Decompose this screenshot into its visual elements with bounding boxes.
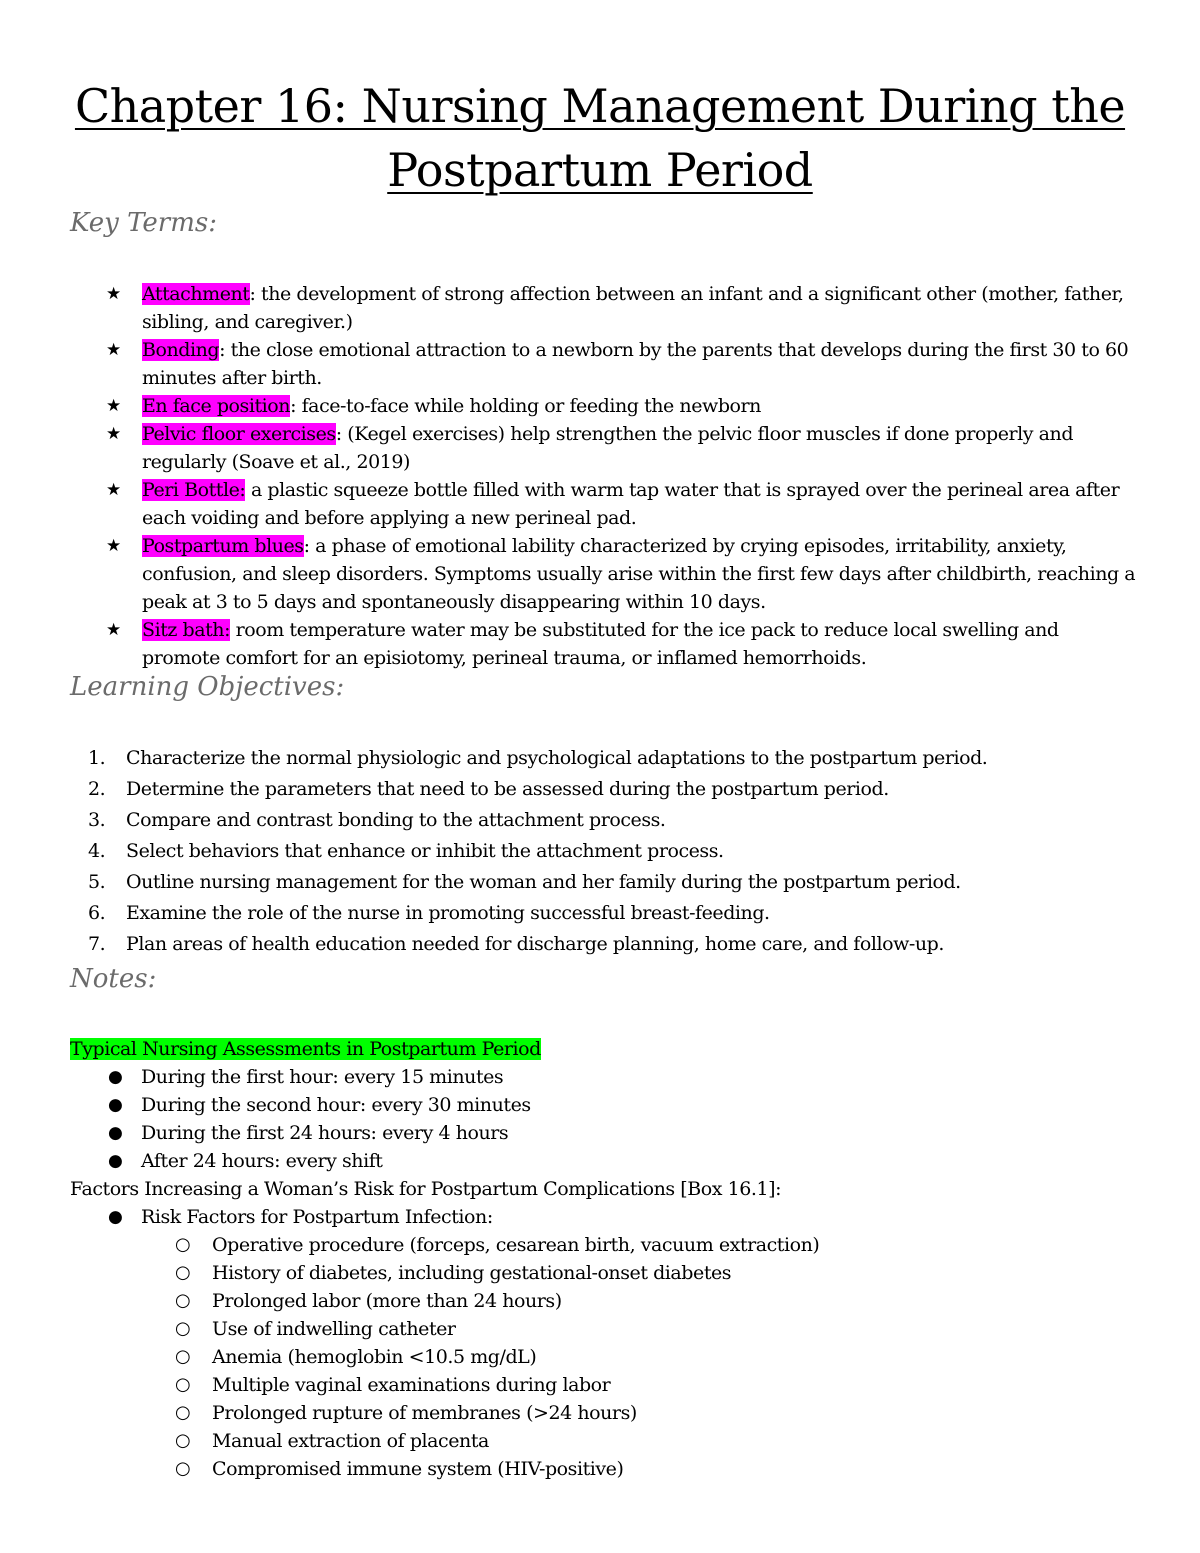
infection-factor-item	[70, 1427, 1150, 1455]
objective-number: 4.	[88, 840, 106, 862]
key-term-item	[100, 280, 1140, 336]
key-term-label: Pelvic floor exercises	[142, 423, 336, 445]
key-term-definition: the development of strong affection between an infant and a significant other (mother, father, sibling, and caregiver.)	[142, 283, 1124, 333]
assessment-text: During the first 24 hours: every 4 hours	[141, 1122, 509, 1144]
assessment-text: During the second hour: every 30 minutes	[141, 1094, 531, 1116]
infection-factor-item	[70, 1287, 1150, 1315]
infection-risk-heading: Risk Factors for Postpartum Infection:	[141, 1206, 493, 1228]
objective-text: Select behaviors that enhance or inhibit the attachment process.	[126, 840, 724, 862]
assessment-item	[70, 1119, 1150, 1147]
star-bullet-icon: ★	[106, 284, 121, 304]
notes-heading: Notes:	[70, 964, 157, 994]
key-term-definition: a phase of emotional lability characterized by crying episodes, irritability, anxiety, confusion, and sleep disorders. Symptoms usually arise within the first few days after childbirth, reaching a peak at 3 to 5 days and spontaneously disappearing within 10 days.	[142, 535, 1136, 613]
assessments-heading-line	[70, 1035, 1150, 1063]
assessment-item	[70, 1063, 1150, 1091]
key-term-definition: face-to-face while holding or feeding the newborn	[296, 395, 761, 417]
notes-content	[70, 1035, 1150, 1483]
key-term-label: Peri Bottle:	[142, 479, 246, 501]
key-term-label: Sitz bath:	[142, 619, 231, 641]
infection-factor-text: Multiple vaginal examinations during labor	[212, 1374, 611, 1396]
objective-text: Outline nursing management for the woman and her family during the postpartum period.	[126, 871, 961, 893]
circle-bullet-icon: ○	[175, 1318, 191, 1339]
circle-bullet-icon: ○	[175, 1458, 191, 1479]
star-bullet-icon: ★	[106, 620, 121, 640]
infection-risk-item	[70, 1203, 1150, 1231]
objective-item	[88, 775, 1128, 806]
infection-factor-item	[70, 1399, 1150, 1427]
key-term-label: Bonding	[142, 339, 220, 361]
infection-factor-item	[70, 1231, 1150, 1259]
objective-number: 6.	[88, 902, 106, 924]
key-term-item	[100, 476, 1140, 532]
circle-bullet-icon: ○	[175, 1430, 191, 1451]
assessment-text: After 24 hours: every shift	[141, 1150, 383, 1172]
learning-objectives-list	[88, 744, 1128, 961]
key-term-separator: :	[219, 339, 226, 361]
infection-factor-text: Operative procedure (forceps, cesarean birth, vacuum extraction)	[212, 1234, 820, 1256]
learning-objectives-heading: Learning Objectives:	[70, 672, 345, 702]
key-term-separator: :	[249, 283, 256, 305]
infection-factor-text: Anemia (hemoglobin <10.5 mg/dL)	[212, 1346, 537, 1368]
objective-item	[88, 837, 1128, 868]
star-bullet-icon: ★	[106, 340, 121, 360]
assessment-item	[70, 1091, 1150, 1119]
circle-bullet-icon: ○	[175, 1374, 191, 1395]
dot-bullet-icon: ●	[108, 1151, 123, 1171]
assessment-item	[70, 1147, 1150, 1175]
star-bullet-icon: ★	[106, 396, 121, 416]
title-line-1: Chapter 16: Nursing Management During the	[74, 79, 1126, 133]
objective-item	[88, 806, 1128, 837]
objective-number: 2.	[88, 778, 106, 800]
circle-bullet-icon: ○	[175, 1346, 191, 1367]
infection-factor-text: History of diabetes, including gestational-onset diabetes	[212, 1262, 732, 1284]
objective-number: 1.	[88, 747, 106, 769]
infection-factor-text: Prolonged rupture of membranes (>24 hours)	[212, 1402, 637, 1424]
objective-item	[88, 744, 1128, 775]
key-term-definition: (Kegel exercises) help strengthen the pelvic floor muscles if done properly and regularly (Soave et al., 2019)	[142, 423, 1074, 473]
dot-bullet-icon: ●	[108, 1095, 123, 1115]
key-term-item	[100, 420, 1140, 476]
objective-item	[88, 899, 1128, 930]
page-title	[40, 74, 1160, 202]
key-term-definition: room temperature water may be substituted for the ice pack to reduce local swelling and promote comfort for an episiotomy, perineal trauma, or inflamed hemorrhoids.	[142, 619, 1059, 669]
circle-bullet-icon: ○	[175, 1262, 191, 1283]
infection-factor-item	[70, 1371, 1150, 1399]
infection-factor-text: Prolonged labor (more than 24 hours)	[212, 1290, 562, 1312]
title-line-2: Postpartum Period	[387, 143, 813, 197]
key-term-item	[100, 392, 1140, 420]
objective-text: Determine the parameters that need to be assessed during the postpartum period.	[126, 778, 889, 800]
objective-text: Compare and contrast bonding to the attachment process.	[126, 809, 666, 831]
key-term-definition: the close emotional attraction to a newborn by the parents that develops during the first 30 to 60 minutes after birth.	[142, 339, 1129, 389]
key-term-item	[100, 532, 1140, 616]
key-term-definition: a plastic squeeze bottle filled with warm tap water that is sprayed over the perineal area after each voiding and before applying a new perineal pad.	[142, 479, 1120, 529]
star-bullet-icon: ★	[106, 480, 121, 500]
assessments-heading: Typical Nursing Assessments in Postpartum Period	[70, 1038, 541, 1060]
objective-number: 7.	[88, 933, 106, 955]
key-term-label: En face position	[142, 395, 291, 417]
objective-item	[88, 930, 1128, 961]
circle-bullet-icon: ○	[175, 1402, 191, 1423]
objective-text: Characterize the normal physiologic and psychological adaptations to the postpartum period.	[126, 747, 988, 769]
key-term-item	[100, 336, 1140, 392]
infection-factor-item	[70, 1315, 1150, 1343]
objective-text: Plan areas of health education needed for discharge planning, home care, and follow-up.	[126, 933, 944, 955]
objective-item	[88, 868, 1128, 899]
key-term-label: Postpartum blues	[142, 535, 304, 557]
infection-factor-text: Compromised immune system (HIV-positive)	[212, 1458, 624, 1480]
objective-text: Examine the role of the nurse in promoting successful breast-feeding.	[126, 902, 770, 924]
infection-factor-text: Use of indwelling catheter	[212, 1318, 456, 1340]
factors-heading: Factors Increasing a Woman’s Risk for Postpartum Complications [Box 16.1]:	[70, 1178, 782, 1200]
dot-bullet-icon: ●	[108, 1123, 123, 1143]
key-term-item	[100, 616, 1140, 672]
infection-factor-text: Manual extraction of placenta	[212, 1430, 489, 1452]
key-term-separator: :	[290, 395, 297, 417]
circle-bullet-icon: ○	[175, 1234, 191, 1255]
key-terms-list	[100, 280, 1140, 672]
objective-number: 3.	[88, 809, 106, 831]
dot-bullet-icon: ●	[108, 1067, 123, 1087]
objective-number: 5.	[88, 871, 106, 893]
infection-factor-item	[70, 1343, 1150, 1371]
infection-factor-item	[70, 1259, 1150, 1287]
key-term-label: Attachment	[142, 283, 250, 305]
key-term-separator: :	[303, 535, 310, 557]
infection-factor-item	[70, 1455, 1150, 1483]
key-term-separator: :	[335, 423, 342, 445]
circle-bullet-icon: ○	[175, 1290, 191, 1311]
key-terms-heading: Key Terms:	[70, 208, 217, 238]
dot-bullet-icon: ●	[108, 1207, 123, 1227]
star-bullet-icon: ★	[106, 536, 121, 556]
star-bullet-icon: ★	[106, 424, 121, 444]
assessment-text: During the first hour: every 15 minutes	[141, 1066, 504, 1088]
